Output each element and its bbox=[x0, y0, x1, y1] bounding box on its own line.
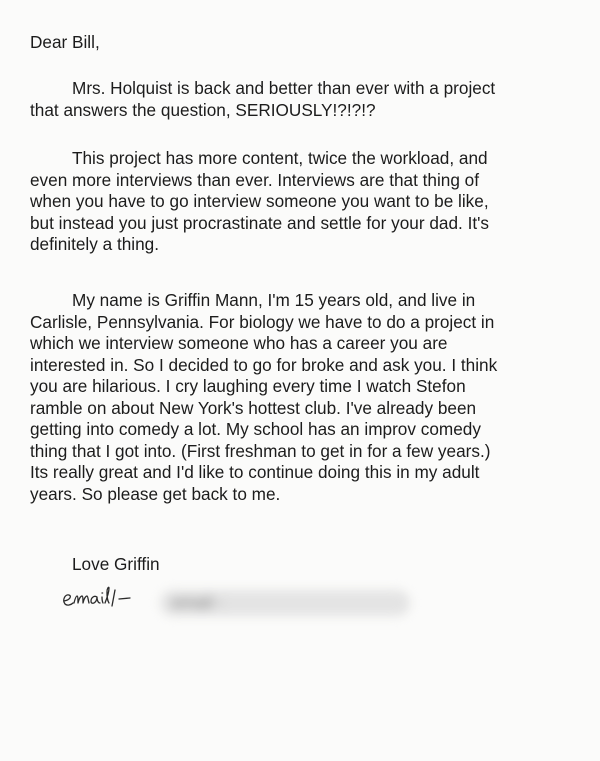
paragraph-line: you are hilarious. I cry laughing every time I watch Stefon bbox=[30, 376, 466, 396]
paragraph-line: definitely a thing. bbox=[30, 234, 159, 254]
paragraph-line: but instead you just procrastinate and settle for your dad. It's bbox=[30, 212, 490, 233]
paragraph-line: that answers the question, SERIOUSLY!?!?!? bbox=[30, 99, 376, 120]
email-row bbox=[60, 584, 420, 624]
paragraph-line: getting into comedy a lot. My school has an improv comedy bbox=[30, 419, 481, 439]
paragraph-line: which we interview someone who has a career you are bbox=[30, 333, 448, 353]
paragraph-line: Its really great and I'd like to continue doing this in my adult bbox=[30, 462, 480, 482]
paragraph-line: thing that I got into. (First freshman to get in for a few years.) bbox=[30, 440, 491, 461]
salutation: Dear Bill, bbox=[30, 32, 100, 52]
paragraph-line: This project has more content, twice the workload, and bbox=[72, 148, 488, 168]
paragraph-line: ramble on about New York's hottest club. I've already been bbox=[30, 397, 477, 418]
paragraph-2 bbox=[30, 148, 489, 256]
paragraph-line: years. So please get back to me. bbox=[30, 483, 281, 504]
paragraph-3 bbox=[30, 290, 497, 505]
paragraph-line: Carlisle, Pennsylvania. For biology we have to do a project in bbox=[30, 311, 495, 332]
paragraph-1 bbox=[30, 78, 495, 121]
paragraph-line: when you have to go interview someone you want to be like, bbox=[30, 191, 489, 211]
paragraph-line: Mrs. Holquist is back and better than ever with a project bbox=[72, 78, 496, 98]
paragraph-line: even more interviews than ever. Interviews are that thing of bbox=[30, 169, 480, 190]
signoff: Love Griffin bbox=[72, 554, 160, 574]
redacted-email-text: email - bbox=[172, 593, 224, 612]
paragraph-line: interested in. So I decided to go for broke and ask you. I think bbox=[30, 354, 498, 375]
paragraph-line: My name is Griffin Mann, I'm 15 years old, and live in bbox=[72, 290, 476, 310]
handwritten-email-label bbox=[60, 584, 160, 624]
redacted-email bbox=[160, 590, 410, 616]
